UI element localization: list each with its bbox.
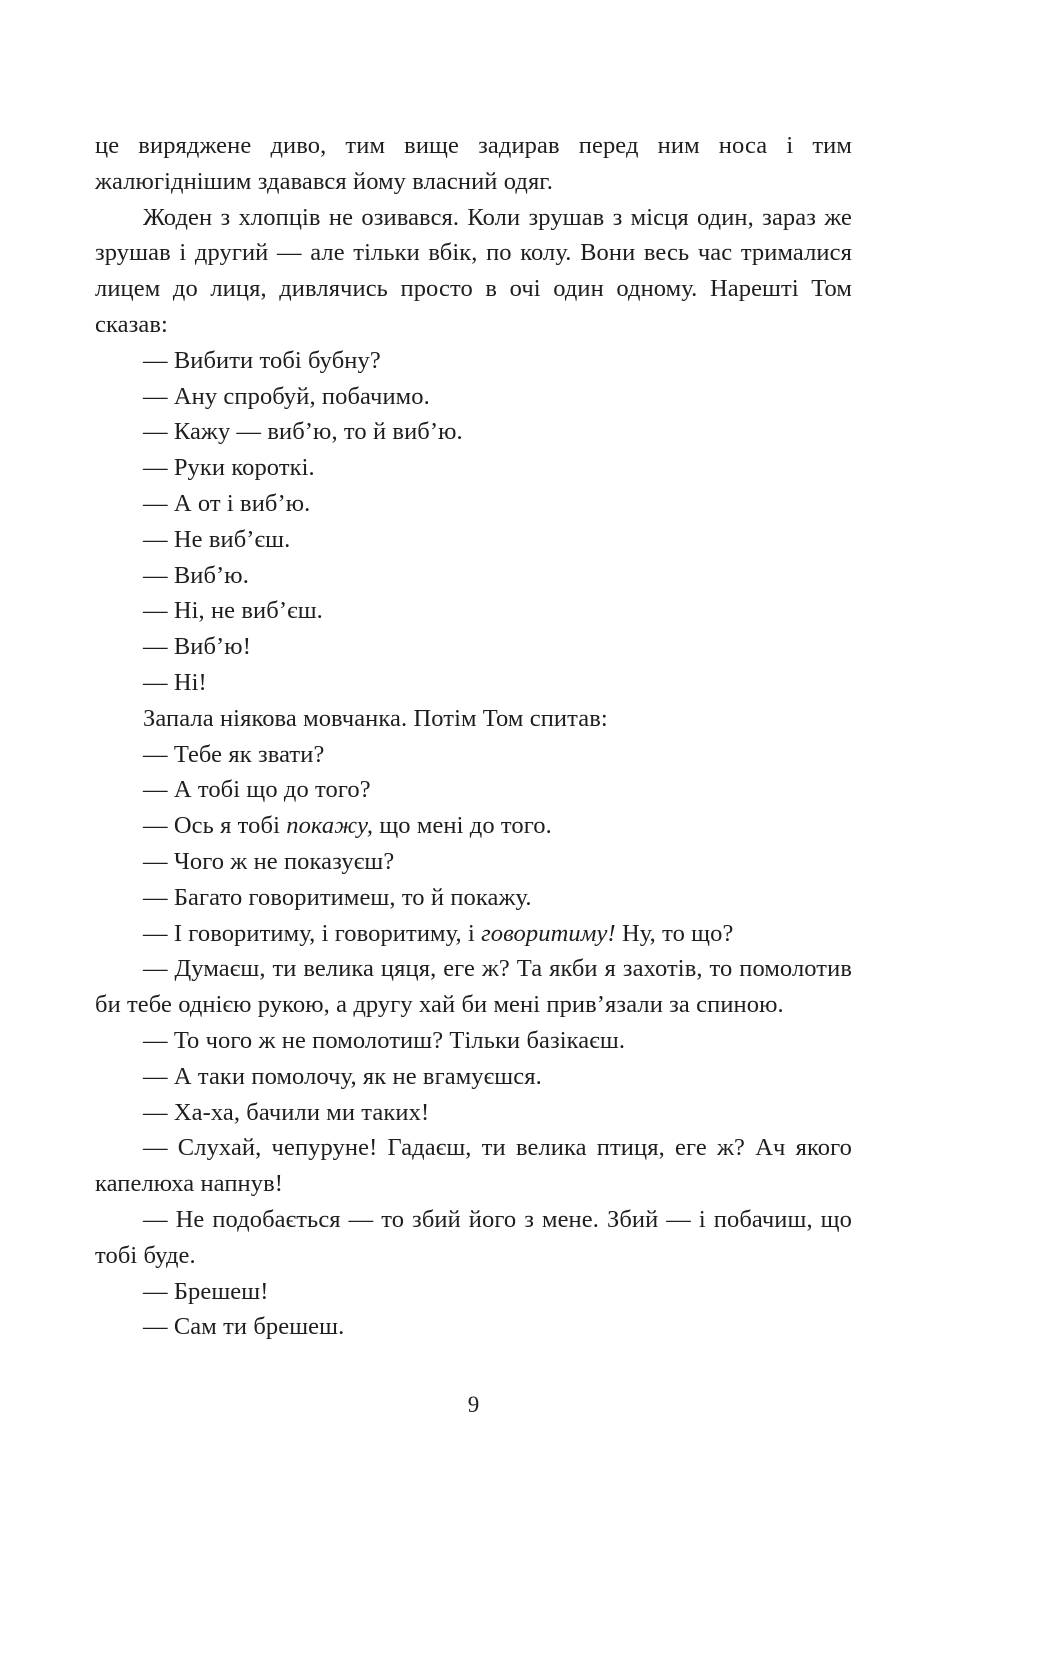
emphasized-text: говоритиму! — [481, 919, 616, 947]
paragraph — [95, 1274, 852, 1310]
text-segment: — Ха-ха, бачили ми таких! — [143, 1098, 430, 1126]
text-segment: Ну, то що? — [615, 919, 734, 947]
paragraph — [95, 593, 852, 629]
text-segment: — Ні! — [143, 668, 207, 696]
text-segment: — Кажу — виб’ю, то й виб’ю. — [143, 418, 463, 446]
paragraph — [95, 522, 852, 558]
text-segment: — Думаєш, ти велика цяця, еге ж? Та якби я захотів, то помолотив би тебе однією рукою, а другу хай би мені прив’язали за спиною. — [95, 955, 852, 1019]
text-segment: — Ні, не виб’єш. — [143, 597, 323, 625]
text-segment: — Руки короткі. — [143, 454, 315, 482]
text-segment: — Слухай, чепуруне! Гадаєш, ти велика птиця, еге ж? Ач якого капелюха напнув! — [95, 1134, 852, 1198]
text-segment: — І говоритиму, і говоритиму, і — [143, 919, 482, 947]
paragraph — [95, 1095, 852, 1131]
emphasized-text: покажу, — [286, 812, 374, 840]
paragraph — [95, 1059, 852, 1095]
text-segment: — А таки помолочу, як не вгамуєшся. — [143, 1062, 542, 1090]
paragraph — [95, 450, 852, 486]
paragraph — [95, 486, 852, 522]
text-segment: що мені до того. — [373, 812, 552, 840]
paragraph — [95, 128, 852, 200]
text-segment: — Вибити тобі бубну? — [143, 346, 381, 374]
text-segment: це виряджене диво, тим вище задирав перед ним носа і тим жалюгіднішим здавався йому власний одяг. — [95, 132, 852, 195]
text-block — [95, 128, 852, 1345]
text-segment: — А тобі що до того? — [143, 776, 371, 804]
paragraph — [95, 701, 852, 737]
paragraph — [95, 951, 852, 1023]
text-segment: — Ось я тобі — [143, 812, 287, 840]
text-segment: — Виб’ю. — [143, 561, 249, 589]
paragraph — [95, 808, 852, 844]
paragraph — [95, 737, 852, 773]
text-segment: — Тебе як звати? — [143, 740, 325, 768]
paragraph — [95, 200, 852, 343]
text-segment: — Чого ж не показуєш? — [143, 847, 395, 875]
text-segment: — Не подобається — то збий його з мене. Збий — і побачиш, що тобі буде. — [95, 1205, 852, 1269]
paragraph — [95, 379, 852, 415]
paragraph — [95, 1023, 852, 1059]
text-segment: Запала ніякова мовчанка. Потім Том спитав: — [143, 704, 608, 732]
text-segment: — Брешеш! — [143, 1277, 269, 1305]
paragraph — [95, 1309, 852, 1345]
text-segment: Жоден з хлопців не озивався. Коли зрушав з місця один, зараз же зрушав і другий — але тільки вбік, по колу. Вони весь час трималися лицем до лиця, дивлячись просто в очі один одному. Нарешті Том сказав: — [95, 203, 852, 338]
paragraph — [95, 414, 852, 450]
text-segment: — Сам ти брешеш. — [143, 1313, 345, 1341]
text-segment: — А от і виб’ю. — [143, 489, 311, 517]
text-segment: — Багато говоритимеш, то й покажу. — [143, 883, 532, 911]
paragraph — [95, 916, 852, 952]
page-number: 9 — [467, 1392, 480, 1417]
text-segment: — Виб’ю! — [143, 633, 251, 661]
paragraph — [95, 772, 852, 808]
paragraph — [95, 844, 852, 880]
paragraph — [95, 1130, 852, 1202]
text-segment: — Не виб’єш. — [143, 525, 291, 553]
paragraph — [95, 1202, 852, 1274]
paragraph — [95, 880, 852, 916]
paragraph — [95, 343, 852, 379]
text-segment: — То чого ж не помолотиш? Тільки базікаєш. — [143, 1026, 626, 1054]
paragraph — [95, 629, 852, 665]
paragraph — [95, 665, 852, 701]
paragraph — [95, 558, 852, 594]
text-segment: — Ану спробуй, побачимо. — [143, 382, 430, 410]
